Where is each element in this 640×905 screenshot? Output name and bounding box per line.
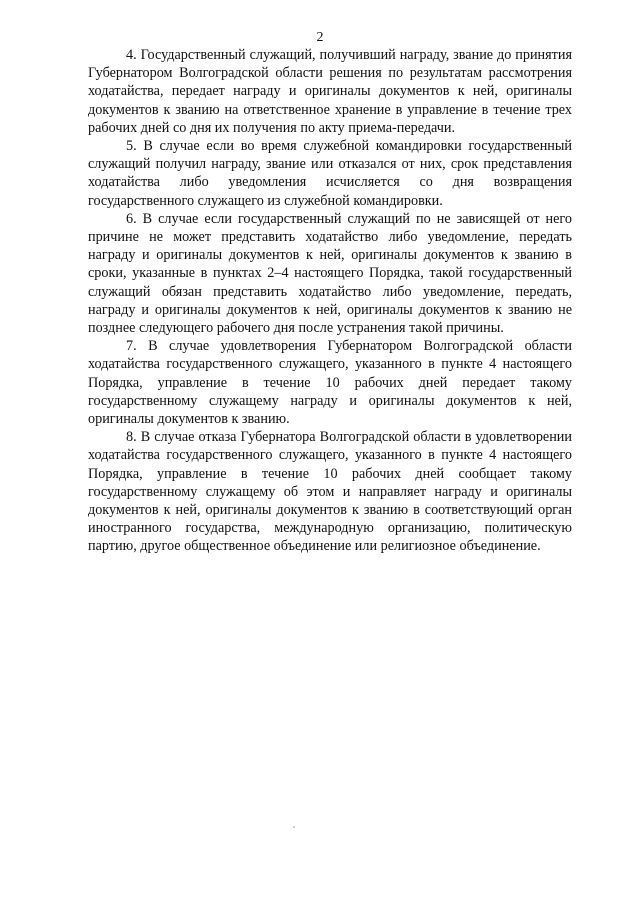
document-body [88,46,572,556]
paragraph-8: 8. В случае отказа Губернатора Волгоградской области в удовлетворении ходатайства государственного служащего, указанного в пункте 4 настоящего Порядка, управление в течение 10 рабочих дней сообщает такому государственному служащему об этом и направляет награду и оригиналы документов к ней, оригиналы документов к званию в соответствующий орган иностранного государства, международную организацию, политическую партию, другое общественное объединение или религиозное объединение. [88,429,572,555]
paragraph-7: 7. В случае удовлетворения Губернатором Волгоградской области ходатайства государственного служащего, указанного в пункте 4 настоящего Порядка, управление в течение 10 рабочих дней передает такому государственному служащему награду и оригиналы документов к ней, оригиналы документов к званию. [88,338,572,428]
page-number: 2 [316,30,324,45]
scan-speck [293,826,295,828]
paragraph-6: 6. В случае если государственный служащий по не зависящей от него причине не может представить ходатайство либо уведомление, передать награду и оригиналы документов к ней, оригиналы документов к званию в сроки, указанные в пунктах 2–4 настоящего Порядка, такой государственный служащий обязан представить ходатайство либо уведомление, передать, награду и оригиналы документов к ней, оригиналы документов к званию не позднее следующего рабочего дня после устранения такой причины. [88,210,572,337]
paragraph-5: 5. В случае если во время служебной командировки государственный служащий получил награду, звание или отказался от них, срок представления ходатайства либо уведомления исчисляется со дня возвращения государственного служащего из служебной командировки. [88,138,572,209]
paragraph-4: 4. Государственный служащий, получивший награду, звание до принятия Губернатором Волгоградской области решения по результатам рассмотрения ходатайства, передает награду и оригиналы документов к ней, оригиналы документов к званию на ответственное хранение в управление в течение трех рабочих дней со дня их получения по акту приема-передачи. [88,47,572,136]
